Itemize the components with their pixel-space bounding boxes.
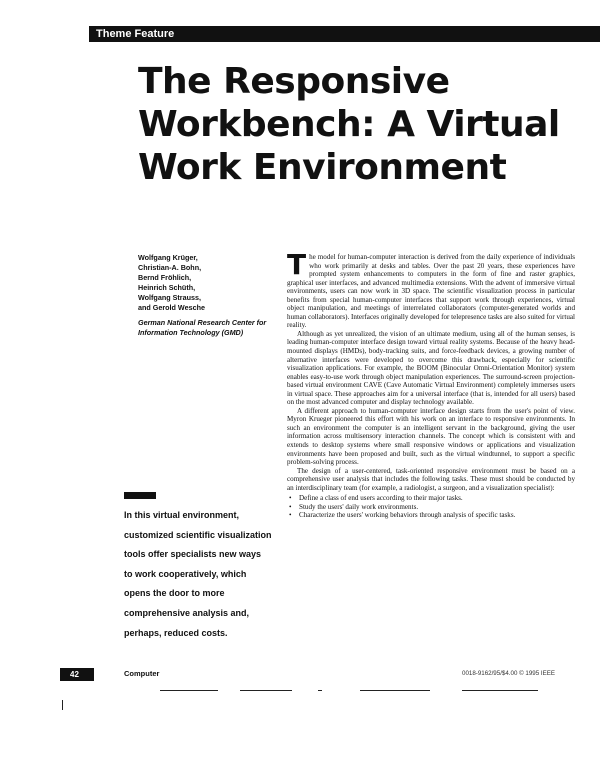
footer-rule: [462, 690, 538, 691]
author-name: Wolfgang Krüger,: [138, 253, 198, 262]
author-name: Wolfgang Strauss,: [138, 293, 201, 302]
article-body: [287, 248, 575, 520]
bullet-item: • Study the users' daily work environments.: [297, 503, 575, 512]
drop-cap: T: [287, 248, 307, 281]
scan-mark: [62, 700, 63, 710]
task-bullet-list: [287, 494, 575, 520]
body-paragraph: A different approach to human-computer interface design starts from the user's point of view. Myron Krueger pioneered this effort with his work on an interface to responsive environments. In such an environment the computer is an intelligent servant in the background, giving the user information across multisensory interaction channels. The concept which is consistent with and extends to desktop systems where small responsive windows or applications and visualization environments have been proposed and built, such as the virtual windtunnel, to support a specific problem-solving process.: [287, 406, 575, 467]
bullet-item: • Define a class of end users according to their major tasks.: [297, 494, 575, 503]
page-number: 42: [70, 670, 79, 679]
copyright-code: 0018-9162/95/$4.00 © 1995 IEEE: [462, 670, 555, 677]
pull-quote-rule: [124, 492, 156, 499]
author-name: Christian-A. Bohn,: [138, 263, 202, 272]
author-name: Heinrich Schüth,: [138, 283, 196, 292]
article-title: The Responsive Workbench: A Virtual Work Environment: [138, 61, 560, 188]
footer-rule: [318, 690, 322, 691]
body-paragraph: [287, 248, 575, 330]
pull-quote: In this virtual environment, customized scientific visualization tools offer specialists new ways to work cooperatively, which opens the door to more comprehensive analysis and, perhaps, reduced costs.: [124, 510, 272, 638]
author-list: [138, 253, 278, 313]
footer-rule: [360, 690, 430, 691]
section-label: Theme Feature: [96, 28, 175, 40]
body-paragraph: Although as yet unrealized, the vision of an ultimate medium, using all of the human senses, is leading human-computer interface design toward virtual reality systems. Because of the heavy head-mounted displays (HMDs), body-tracking suits, and force-feedback devices, a growing number of alternative interfaces were developed to overcome this drawback, especially for scientific visualization applications. For example, the BOOM (Binocular Omni-Orientation Monitor) system enables easy-to-use work through object manipulation experiences. The surround-screen projection-based virtual environment CAVE (Cave Automatic Virtual Environment) completely immerses users in virtual space. These approaches aim for a universal interface (that is, intended for all users) based on the most advanced computer and display technology available.: [287, 329, 575, 407]
author-name: Bernd Fröhlich,: [138, 273, 192, 282]
footer-rule: [160, 690, 218, 691]
magazine-name: Computer: [124, 669, 160, 678]
body-paragraph-text: he model for human-computer interaction is derived from the daily experience of individuals who work primarily at desks and tables. Over the past 20 years, these experiences have prompted system enhancements to computers in the form of fine and raster graphics, graphical user interfaces, and advanced multimedia extensions. With the advent of immersive virtual environments, users can now work in 3D space. The scientific visualization process in particular benefits from special human-computer interfaces that support work through experiences, virtual object manipulation, and meetings of interrelated collaborators (computer-generated worlds and human collaborators). Interfaces originally developed for telepresence tasks are also suited for virtual reality.: [287, 253, 575, 330]
author-name: and Gerold Wesche: [138, 303, 205, 312]
footer-rule: [240, 690, 292, 691]
body-paragraph: The design of a user-centered, task-oriented responsive environment must be based on a comprehensive user analysis that includes the following tasks. These must should be conducted by an interdisciplinary team (for example, a radiologist, a surgeon, and a visualization specialist):: [287, 466, 575, 492]
bullet-item: • Characterize the users' working behaviors through analysis of specific tasks.: [297, 511, 575, 520]
author-affiliation: German National Research Center for Information Technology (GMD): [138, 318, 267, 337]
